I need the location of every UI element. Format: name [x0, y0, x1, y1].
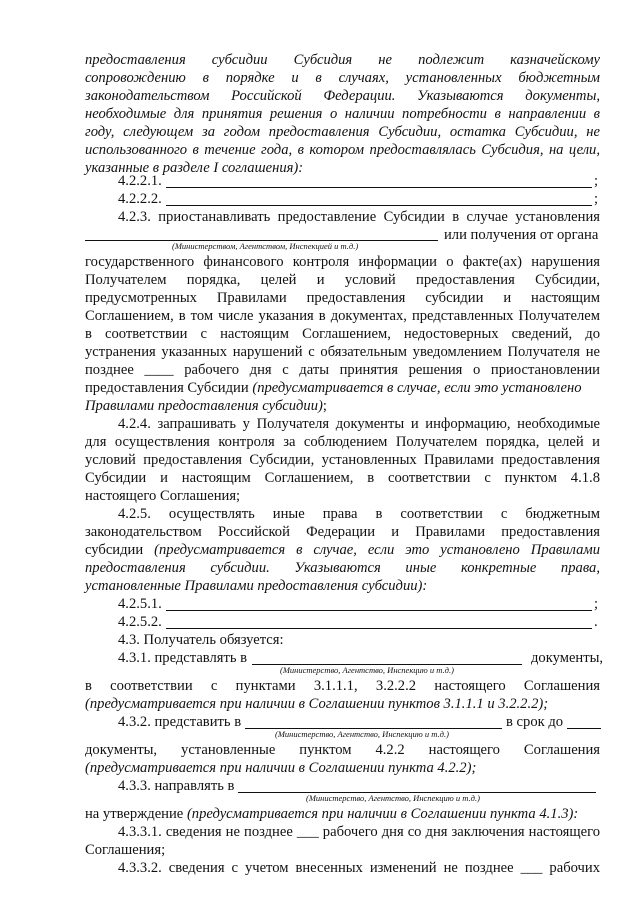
text-line: Получателем порядка, целей и условий предоставления Субсидии,	[85, 272, 600, 288]
field-caption: (Министерство, Агентство, Инспекцию и т.д.)	[275, 729, 449, 739]
text-line: предоставления субсидии. Указываются иные конкретные права,	[85, 560, 600, 576]
text-line: законодательством Российской Федерации и Правилами предоставления	[85, 524, 600, 540]
text-span: ;	[322, 398, 327, 414]
text-line	[85, 379, 582, 397]
text-span: Правилами предоставления субсидии)	[85, 398, 323, 414]
text-line: использованного в течение года, в котором предоставлялась Субсидия, на цели,	[85, 142, 600, 158]
text-line: Соглашения;	[85, 842, 166, 858]
text-line	[85, 541, 600, 559]
text-line: Соглашением, в том числе указания в документах, представленных Получателем	[85, 308, 600, 324]
text-span: на утверждение	[85, 806, 184, 822]
text-span: (предусматривается при наличии в Соглашении пункта 4.1.3):	[186, 806, 579, 822]
text-line: в срок до	[506, 714, 564, 730]
fill-in-line	[166, 628, 592, 629]
text-line: указанные в разделе I соглашения):	[85, 160, 304, 176]
punctuation: ;	[594, 191, 599, 207]
item-number: 4.2.2.2.	[118, 191, 162, 207]
text-line: законодательством Российской Федерации. Указываются документы,	[85, 88, 600, 104]
fill-in-line	[567, 728, 601, 729]
text-line: документы,	[531, 650, 604, 666]
text-line: необходимые для принятия решения о наличии потребности в направлении в	[85, 106, 600, 122]
text-span: субсидии	[85, 542, 144, 558]
text-line	[85, 397, 327, 415]
text-line: или получения от органа	[444, 227, 599, 243]
punctuation: .	[594, 614, 598, 630]
field-caption: (Министерство, Агентство, Инспекцию и т.д.)	[280, 665, 454, 675]
item-number: 4.2.5.1.	[118, 596, 162, 612]
text-line: 4.2.5. осуществлять иные права в соответствии с бюджетным	[118, 506, 600, 522]
fill-in-line	[166, 610, 592, 611]
text-line: для осуществления контроля за соблюдением Получателем порядка, целей и	[85, 434, 600, 450]
field-caption: (Министерство, Агентство, Инспекцию и т.д.)	[306, 793, 480, 803]
text-line: 4.3.3.2. сведения с учетом внесенных изменений не позднее ___ рабочих	[118, 860, 600, 876]
text-line: 4.2.3. приостанавливать предоставление Субсидии в случае установления	[118, 209, 600, 225]
text-line: устранения указанных нарушений с обязательным уведомлением Получателя не	[85, 344, 600, 360]
text-line: в соответствии с настоящим Соглашением, недостоверных сведений, до	[85, 326, 600, 342]
text-line: 4.3.1. представлять в	[118, 650, 248, 666]
text-line: позднее ____ рабочего дня с даты принятия решения о приостановлении	[85, 362, 600, 378]
text-line: Субсидии и настоящим Соглашением, в соответствии с пунктом 4.1.8	[85, 470, 600, 486]
fill-in-line	[166, 187, 592, 188]
text-span: предоставления Субсидии	[85, 380, 249, 396]
item-number: 4.2.2.1.	[118, 173, 162, 189]
text-line	[85, 805, 578, 823]
text-line: 4.2.4. запрашивать у Получателя документы и информацию, необходимые	[118, 416, 600, 432]
fill-in-line	[166, 205, 592, 206]
text-line: 4.3.2. представить в	[118, 714, 242, 730]
text-line: 4.3.3. направлять в	[118, 778, 235, 794]
text-line: документы, установленные пунктом 4.2.2 настоящего Соглашения	[85, 742, 600, 758]
field-caption: (Министерством, Агентством, Инспекцией и т.д.)	[172, 241, 359, 251]
text-line: настоящего Соглашения;	[85, 488, 241, 504]
text-line: (предусматривается при наличии в Соглашении пункта 4.2.2);	[85, 760, 477, 776]
text-span: (предусматривается в случае, если это установлено Правилами	[154, 542, 600, 558]
text-line: (предусматривается при наличии в Соглашении пунктов 3.1.1.1 и 3.2.2.2);	[85, 696, 549, 712]
text-line: государственного финансового контроля информации о факте(ах) нарушения	[85, 254, 600, 270]
text-line: 4.3.3.1. сведения не позднее ___ рабочего дня со дня заключения настоящего	[118, 824, 600, 840]
punctuation: ;	[594, 596, 599, 612]
text-line: в соответствии с пунктами 3.1.1.1, 3.2.2.2 настоящего Соглашения	[85, 678, 600, 694]
item-number: 4.2.5.2.	[118, 614, 162, 630]
text-line: году, следующем за годом предоставления Субсидии, остатка Субсидии, не	[85, 124, 600, 140]
text-line: условий предоставления Субсидии, установленных Правилами предоставления	[85, 452, 600, 468]
punctuation: ;	[594, 173, 599, 189]
text-line: предоставления субсидии Субсидия не подлежит казначейскому	[85, 52, 600, 68]
text-line: сопровождению в порядке и в случаях, установленных бюджетным	[85, 70, 600, 86]
text-line: установленные Правилами предоставления субсидии):	[85, 578, 428, 594]
text-line: предусмотренных Правилами предоставления субсидии и настоящим	[85, 290, 600, 306]
text-line: 4.3. Получатель обязуется:	[118, 632, 284, 648]
text-span: (предусматривается в случае, если это установлено	[252, 380, 582, 396]
